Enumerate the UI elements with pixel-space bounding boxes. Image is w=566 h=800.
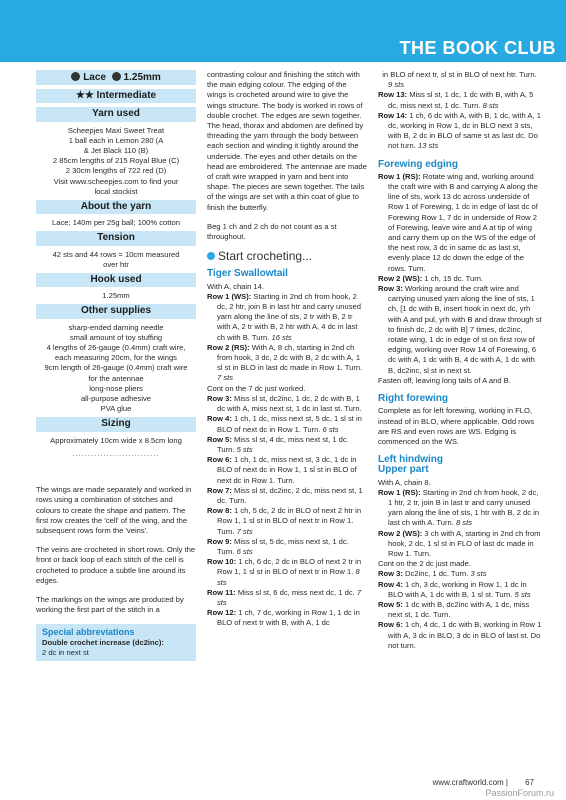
pattern-row: Row 3: Miss sl st, dc2inc, 1 dc, 2 dc with B, 1 dc with A, miss next st, 1 dc in last st. Turn. xyxy=(207,393,362,414)
left-hindwing-heading: Left hindwing xyxy=(378,454,443,466)
yarn-used-heading: Yarn used xyxy=(36,107,196,121)
hook-icon xyxy=(112,72,121,81)
pattern-row: Row 6: 1 ch, 1 dc, miss next st, 3 dc, 1 dc in BLO of next dc in Row 1, 1 sl st in BLO of next dc in Row 1. Turn. xyxy=(207,455,357,485)
pattern-row: Row 12: 1 ch, 7 dc, working in Row 1, 1 dc in BLO of next tr with B, with A, 1 dc xyxy=(207,608,360,628)
about-yarn-heading: About the yarn xyxy=(36,200,196,214)
page-number: 67 xyxy=(525,778,534,787)
pattern-row: Row 9: Miss sl st, 5 dc, miss next st, 1 dc. Turn. 6 sts xyxy=(207,536,349,556)
info-box xyxy=(36,70,196,459)
hindwing-cont: Cont on the 2 dc just made. xyxy=(378,559,471,569)
special-abbreviations: Special abbreviations Double crochet increase (dc2inc): 2 dc in next st xyxy=(36,624,196,661)
fasten-off-note: Fasten off, leaving long tails of A and B. xyxy=(378,375,511,385)
yarn-list: Scheepjes Maxi Sweet Treat 1 ball each in Lemon 280 (A & Jet Black 110 (B) 2 85cm lengths of 215 Royal Blue (C) 2 30cm lengths of 722 red (D) Visit www.scheepjes.com to find your local stockist xyxy=(52,125,180,196)
pattern-row: Row 11: Miss sl st, 6 dc, miss next dc, 1 dc. 7 sts xyxy=(207,587,362,607)
supplies-heading: Other supplies xyxy=(36,304,196,318)
tiger-rows-2 xyxy=(207,394,367,629)
col3-rows xyxy=(378,90,543,151)
pattern-row: Row 4: 1 ch, 1 dc, miss next st, 5 dc, 1 sl st in BLO of next dc in Row 1. Turn. 6 sts xyxy=(207,414,362,434)
pattern-row: Row 6: 1 ch, 4 dc, 1 dc with B, working in Row 1 with A, 3 dc in BLO, 3 dc in BLO of last st. Do not turn. xyxy=(378,620,542,650)
intro-text: The wings are made separately and worked in rows using a combination of stitches and colours to create the shape and pattern. The first row creates the 'cell' of the wing, and the subsequent rows form the 'veins'. The veins are crocheted in short rows. Only the front or back loop of each stitch of the cell is crocheted to produce a subtle line around its edges. The markings on the wings are produced by working the first part of the stitch in a xyxy=(36,485,196,615)
pattern-row: Row 5: 1 dc with B, dc2inc with A, 1 dc, miss next st, 1 dc. Turn. xyxy=(378,599,530,620)
column-3 xyxy=(378,70,543,651)
pattern-row: Row 5: Miss sl st, 4 dc, miss next st, 1 dc. Turn. 5 sts xyxy=(207,434,349,454)
hook-used-heading: Hook used xyxy=(36,273,196,287)
sizing-text: Approximately 10cm wide x 8.5cm long xyxy=(50,435,182,445)
sizing-heading: Sizing xyxy=(36,417,196,431)
beg-note: Beg 1 ch and 2 ch do not count as a st throughout. xyxy=(207,221,337,242)
method-paragraph: contrasting colour and finishing the stitch with the main edging colour. The edging of the wings is crocheted around wire to give the wings structure. The body is worked in rows of double crochet. The edges are sewn together. The head, thorax and abdomen are defined by threading the yarn through the body between each section and winding it tightly around the underside. The eyes and other details on the head are embroidered. The antennae are made of craft wire wrapped in yarn and bent into shape. The pieces are sewn together. The tails of the wings are set with a thin coat of glue to finish the butterfly. xyxy=(207,70,367,212)
footer-site: www.craftworld.com | xyxy=(432,778,508,787)
difficulty-heading: ★★ Intermediate xyxy=(36,89,196,103)
supplies-list: sharp-ended darning needle small amount of toy stuffing 4 lengths of 26-gauge (0.4mm) craft wire, each measuring 20cm, for the wings 9cm length of 26-gauge (0.4mm) craft wire for the antennae long-nose pliers all-purpose adhesive PVA glue xyxy=(44,322,188,414)
star-icon: ★★ xyxy=(75,90,94,102)
pattern-row: Row 1 (RS): Rotate wing and, working around the craft wire with B and carrying A along the line of sts, work 13 dc across underside of Row 1 of Forewing, 1 dc in edge of last dc of Forewing Row 1, 7 dc in underside of Row 2 of Forewing, leave wire and A at tip of wing and carry them up on the WS of the edge of the next row, 3 dc in same dc as last st, evenly place 12 dc down the edge of the rows. Turn. xyxy=(378,171,538,273)
section-title: THE BOOK CLUB xyxy=(399,38,556,58)
pattern-row: Row 2 (WS): 1 ch, 15 dc. Turn. xyxy=(378,273,484,283)
divider: ............................ xyxy=(72,448,160,458)
pattern-row: Row 3: Dc2inc, 1 dc. Turn. 3 sts xyxy=(378,569,487,579)
hook-used-text: 1.25mm xyxy=(102,291,130,301)
header-band xyxy=(0,0,566,62)
pattern-row: Row 7: Miss sl st, dc2inc, 2 dc, miss next st, 1 dc. Turn. xyxy=(207,485,363,505)
right-forewing-heading: Right forewing xyxy=(378,393,448,405)
pattern-row: Row 2 (RS): With A, 8 ch, starting in 2nd ch from hook, 3 dc, 2 dc with B, 2 dc with A, 1 sl st in BLO in last dc made in Row 1. Turn. 7 sts xyxy=(207,342,363,383)
hindwing-rows xyxy=(378,488,543,559)
tiger-cont: Cont on the 7 dc just worked. xyxy=(207,383,306,393)
bullet-icon xyxy=(207,252,215,260)
forewing-edging-heading: Forewing edging xyxy=(378,158,458,170)
pattern-row: Row 4: 1 ch, 3 dc, working in Row 1, 1 dc in BLO with A, 1 dc with B, 1 sl st. Turn. 5 sts xyxy=(378,579,531,599)
watermark: PassionForum.ru xyxy=(485,788,554,798)
pattern-row: Row 14: 1 ch, 6 dc with A, with B, 1 dc, with A, 1 dc, working in Row 1, dc in BLO next 3 sts, with B, 2 dc in BLO of same st as last dc. Do not turn. 13 sts xyxy=(378,110,541,151)
weight-hook-heading: Lace 1.25mm xyxy=(36,70,196,85)
pattern-row: Row 10: 1 ch, 6 dc, 2 dc in BLO of next 2 tr in Row 1, 1 sl st in BLO of next tr in Row 1. 8 sts xyxy=(207,557,362,587)
edging-rows xyxy=(378,172,543,376)
tiger-swallowtail-heading: Tiger Swallowtail xyxy=(207,268,288,280)
pattern-row: Row 3: Working around the craft wire and carrying unused yarn along the line of sts, 1 ch, [1 dc with B, insert hook in next dc, yrh with A and pul, yrh with B and draw through st to finish dc, 2 dc with B] 7 times, dc2inc, rotate wing, 1 dc in edge of st on first row of edging, working over Row 14 of Forewing, 6 dc with A, 1 dc with B, 4 dc with A, 1 dc with B, dc2inc, sl st in next st. xyxy=(378,284,542,375)
about-yarn-text: Lace; 140m per 25g ball; 100% cotton xyxy=(52,218,180,228)
hindwing-intro: With A, chain 8. xyxy=(378,477,431,487)
pattern-row: Row 1 (WS): Starting in 2nd ch from hook, 2 dc, 2 htr, join B in last htr and carry unused yarn along the line of sts, 2 tr with B, 2 tr with A, 2 tr with B, 2 htr with A, 4 dc in last ch with B. Turn. 16 sts xyxy=(207,291,361,342)
tiger-intro: With A, chain 14. xyxy=(207,281,264,291)
pattern-row: Row 2 (WS): 3 ch with A, starting in 2nd ch from hook, 2 dc, 1 sl st in FLO of last dc made in Row 1. Turn. xyxy=(378,528,541,558)
right-forewing-text: Complete as for left forewing, working in FLO, instead of in BLO, where applicable. Odd rows are RS and even rows are WS. Edging is commenced on the WS. xyxy=(378,406,535,446)
pattern-row: Row 8: 1 ch, 5 dc, 2 dc in BLO of next 2 htr in Row 1, 1 sl st in BLO of next tr in Row 1. Turn. 7 sts xyxy=(207,506,362,536)
upper-part-heading: Upper part xyxy=(378,464,429,476)
column-1 xyxy=(36,70,196,661)
continued-row: in BLO of next tr, sl st in BLO of next htr. Turn. 9 sts xyxy=(382,70,537,90)
column-2 xyxy=(207,70,367,629)
pattern-row: Row 1 (RS): Starting in 2nd ch from hook, 2 dc, 1 htr, 2 tr, join B in last tr and carry unused yarn along the line of sts, 1 htr with B, 2 dc in last ch with A. Turn. 8 sts xyxy=(378,487,540,528)
tension-heading: Tension xyxy=(36,231,196,245)
yarn-ball-icon xyxy=(71,72,80,81)
start-crocheting-heading: Start crocheting... xyxy=(207,251,367,261)
hindwing-rows-2 xyxy=(378,569,543,651)
tension-text: 42 sts and 44 rows = 10cm measured over htr xyxy=(52,249,180,269)
tiger-rows xyxy=(207,292,367,384)
pattern-row: Row 13: Miss sl st, 1 dc, 1 dc with B, with A, 5 dc, miss next st, 1 dc. Turn. 8 sts xyxy=(378,90,534,110)
